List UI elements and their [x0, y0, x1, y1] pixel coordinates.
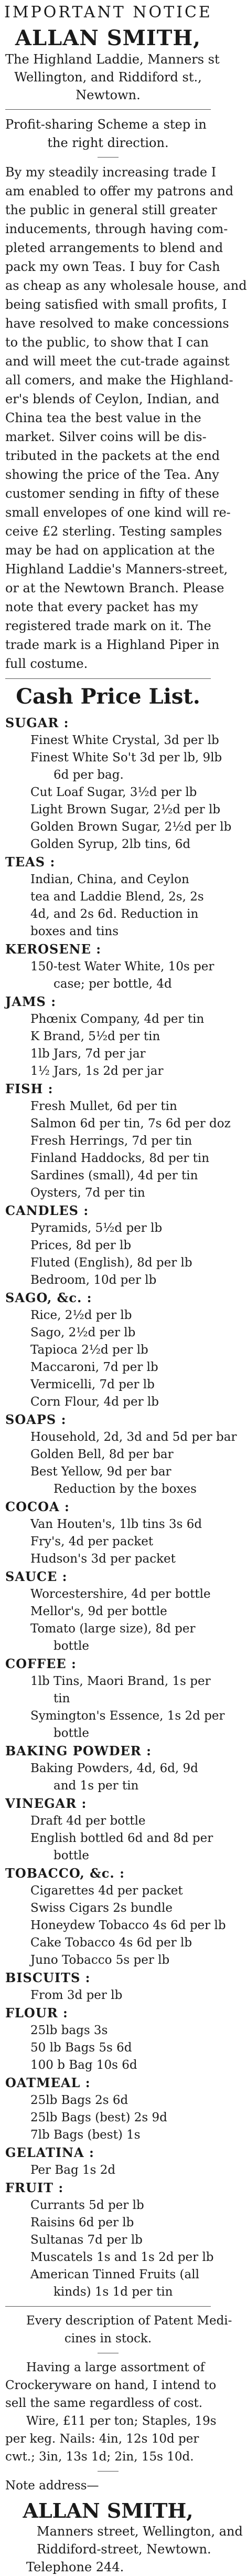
- price-item: Salmon 6d per tin, 7s 6d per doz: [30, 1117, 231, 1130]
- short-divider: [98, 157, 119, 158]
- section-heading: FISH :: [5, 1081, 53, 1096]
- intro-line: pack my own Teas. I buy for Cash: [5, 259, 220, 274]
- slogan-line: the right direction.: [47, 135, 169, 150]
- intro-line: showing the price of the Tea. Any: [5, 467, 219, 482]
- price-item: Maccaroni, 7d per lb: [30, 1360, 158, 1374]
- price-item: Cigarettes 4d per packet: [30, 1884, 183, 1898]
- price-item: Sago, 2½d per lb: [30, 1326, 136, 1339]
- price-item: Van Houten's, 1lb tins 3s 6d: [30, 1517, 202, 1531]
- section-heading: COFFEE :: [5, 1656, 77, 1671]
- section-heading: TOBACCO, &c. :: [5, 1866, 125, 1881]
- price-section: [5, 1795, 211, 1865]
- price-item: 1½ Jars, 1s 2d per jar: [30, 1064, 164, 1078]
- price-item: 150-test Water White, 10s per: [30, 960, 214, 973]
- price-item: Draft 4d per bottle: [30, 1814, 146, 1828]
- price-item: Fresh Mullet, 6d per tin: [30, 1099, 177, 1113]
- price-item: bottle: [53, 1726, 90, 1740]
- price-item: Golden Syrup, 2lb tins, 6d: [30, 837, 191, 851]
- section-heading: SOAPS :: [5, 1412, 67, 1427]
- intro-line: pleted arrangements to blend and: [5, 240, 223, 255]
- price-section: [5, 2144, 211, 2179]
- subtitle-line: Wellington, and Riddiford st.,: [14, 70, 202, 85]
- intro-line: inducements, through having com-: [5, 222, 228, 236]
- price-item: tin: [53, 1692, 70, 1705]
- price-section: [5, 1080, 231, 1202]
- advertisement-column: [4, 0, 247, 2574]
- subtitle-line: The Highland Laddie, Manners st: [5, 52, 220, 67]
- price-section: [5, 1568, 211, 1655]
- price-item: Finest White Crystal, 3d per lb: [30, 734, 219, 747]
- price-item: case; per bottle, 4d: [53, 977, 172, 991]
- divider: [5, 2306, 211, 2307]
- price-section: [5, 1655, 225, 1742]
- price-item: Baking Powders, 4d, 6d, 9d: [30, 1762, 198, 1775]
- price-item: kinds) 1s 1d per tin: [53, 2285, 173, 2299]
- address-line: Manners street, Wellington, and: [37, 2524, 243, 2539]
- intro-line: and will meet the cut-trade against: [5, 354, 230, 369]
- section-heading: FLOUR :: [5, 2005, 68, 2020]
- intro-line: have resolved to make concessions: [5, 316, 229, 331]
- price-item: Tomato (large size), 8d per: [30, 1622, 196, 1636]
- intro-line: customer sending in fifty of these: [5, 486, 220, 501]
- section-heading: CANDLES :: [5, 1203, 89, 1218]
- price-item: Golden Brown Sugar, 2½d per lb: [30, 820, 232, 834]
- price-item: boxes and tins: [30, 925, 119, 938]
- price-item: Per Bag 1s 2d: [30, 2163, 116, 2177]
- price-item: Indian, China, and Ceylon: [30, 873, 189, 886]
- price-item: Fresh Herrings, 7d per tin: [30, 1134, 192, 1148]
- firm-name: ALLAN SMITH,: [15, 26, 201, 50]
- crockery-line: Crockeryware on hand, I intend to: [5, 2379, 217, 2392]
- price-list: [5, 714, 237, 2301]
- intro-line: all comers, and make the Highland-: [5, 373, 233, 388]
- price-item: Worcestershire, 4d per bottle: [30, 1587, 211, 1601]
- price-item: Tapioca 2½d per lb: [30, 1343, 148, 1357]
- price-item: 7lb Bags (best) 1s: [30, 2128, 141, 2142]
- important-notice-heading: IMPORTANT NOTICE: [4, 3, 212, 22]
- crockery-line: Having a large assortment of: [26, 2361, 205, 2374]
- address-line: Riddiford-street, Newtown.: [37, 2542, 211, 2557]
- slogan-block: [5, 115, 211, 152]
- price-item: Hudson's 3d per packet: [30, 1552, 176, 1566]
- intro-line: trade mark is a Highland Piper in: [5, 637, 220, 652]
- section-heading: SUGAR :: [5, 715, 69, 730]
- crockery-line: Wire, £11 per ton; Staples, 19s: [26, 2414, 217, 2428]
- intro-line: Highland Laddie's Manners-street,: [5, 562, 228, 577]
- intro-line: as cheap as any wholesale house, and: [5, 278, 247, 293]
- price-item: Household, 2d, 3d and 5d per bar: [30, 1430, 237, 1444]
- price-item: 25lb Bags 2s 6d: [30, 2093, 128, 2107]
- intro-paragraph: [5, 163, 247, 673]
- price-item: 1lb Jars, 7d per jar: [30, 1047, 146, 1061]
- price-item: Light Brown Sugar, 2½d per lb: [30, 803, 221, 816]
- price-item: Muscatels 1s and 1s 2d per lb: [30, 2250, 214, 2264]
- price-item: Currants 5d per lb: [30, 2198, 144, 2212]
- price-item: bottle: [53, 1639, 90, 1653]
- price-section: [5, 1289, 211, 1411]
- price-item: and 1s per tin: [53, 1779, 139, 1793]
- section-heading: SAGO, &c. :: [5, 1290, 92, 1305]
- medicines-line: cines in stock.: [64, 2332, 152, 2345]
- intro-line: er's blends of Ceylon, Indian, and: [5, 392, 220, 406]
- subtitle-line: Newtown.: [76, 88, 141, 102]
- section-heading: COCOA :: [5, 1499, 70, 1514]
- telephone-line: Telephone 244.: [26, 2560, 124, 2574]
- price-item: Bedroom, 10d per lb: [30, 1273, 157, 1287]
- section-heading: JAMS :: [5, 994, 57, 1009]
- price-section: [5, 1742, 211, 1795]
- price-item: American Tinned Fruits (all: [30, 2268, 199, 2281]
- intro-line: to the public, to show that I can: [5, 335, 209, 350]
- price-item: Finland Haddocks, 8d per tin: [30, 1151, 210, 1165]
- price-item: Rice, 2½d per lb: [30, 1308, 132, 1322]
- intro-line: ceive £2 sterling. Testing samples: [5, 524, 222, 539]
- medicines-line: Every description of Patent Medi-: [26, 2314, 232, 2328]
- section-heading: FRUIT :: [5, 2180, 64, 2195]
- intro-line: note that every packet has my: [5, 600, 198, 614]
- price-item: Best Yellow, 9d per bar: [30, 1465, 171, 1479]
- price-item: Honeydew Tobacco 4s 6d per lb: [30, 1919, 226, 1932]
- price-item: 1lb Tins, Maori Brand, 1s per: [30, 1674, 211, 1688]
- price-item: Raisins 6d per lb: [30, 2216, 134, 2229]
- section-heading: OATMEAL :: [5, 2075, 91, 2090]
- price-section: [5, 2004, 211, 2074]
- section-heading: BISCUITS :: [5, 1970, 91, 1985]
- price-item: Juno Tobacco 5s per lb: [30, 1953, 170, 1967]
- crockery-line: per keg. Nails: 4in, 12s 10d per: [5, 2432, 199, 2446]
- intro-line: may be had on application at the: [5, 543, 215, 558]
- price-item: Prices, 8d per lb: [30, 1239, 132, 1252]
- intro-line: market. Silver coins will be dis-: [5, 430, 207, 444]
- price-item: Vermicelli, 7d per lb: [30, 1378, 155, 1391]
- crockery-paragraph: [5, 2359, 217, 2466]
- price-item: English bottled 6d and 8d per: [30, 1831, 213, 1845]
- price-section: [5, 1498, 211, 1568]
- section-heading: SAUCE :: [5, 1569, 68, 1584]
- note-address-label: Note address—: [5, 2479, 99, 2493]
- price-item: From 3d per lb: [30, 1988, 123, 2002]
- divider: [5, 109, 211, 110]
- intro-line: tributed in the packets at the end: [5, 448, 220, 463]
- price-item: Mellor's, 9d per bottle: [30, 1605, 167, 1618]
- price-item: Sardines (small), 4d per tin: [30, 1169, 198, 1182]
- price-item: Reduction by the boxes: [53, 1482, 197, 1496]
- price-item: 100 b Bag 10s 6d: [30, 2058, 137, 2072]
- subtitle-block: [5, 50, 220, 104]
- crockery-line: sell the same regardless of cost.: [5, 2396, 203, 2410]
- price-section: [5, 993, 211, 1080]
- price-item: Sultanas 7d per lb: [30, 2233, 143, 2247]
- intro-line: small envelopes of one kind will re-: [5, 505, 231, 520]
- price-item: Cake Tobacco 4s 6d per lb: [30, 1936, 192, 1950]
- price-section: [5, 1411, 237, 1498]
- price-item: 50 lb Bags 5s 6d: [30, 2041, 132, 2055]
- price-item: Phœnix Company, 4d per tin: [30, 1012, 205, 1026]
- price-section: [5, 940, 214, 993]
- price-item: Finest White So't 3d per lb, 9lb: [30, 751, 222, 765]
- price-item: Swiss Cigars 2s bundle: [30, 1901, 173, 1915]
- price-item: tea and Laddie Blend, 2s, 2s: [30, 890, 204, 904]
- price-section: [5, 2179, 214, 2301]
- price-item: 4d, and 2s 6d. Reduction in: [30, 907, 199, 921]
- price-section: [5, 1865, 226, 1969]
- intro-line: registered trade mark on it. The: [5, 619, 211, 633]
- price-item: Cut Loaf Sugar, 3½d per lb: [30, 786, 197, 799]
- price-item: Pyramids, 5½d per lb: [30, 1221, 163, 1235]
- short-divider: [98, 2471, 119, 2472]
- price-item: bottle: [53, 1849, 90, 1862]
- section-heading: VINEGAR :: [5, 1796, 87, 1811]
- price-item: Corn Flour, 4d per lb: [30, 1395, 159, 1409]
- footer-firm-name: ALLAN SMITH,: [23, 2499, 194, 2522]
- price-item: 25lb Bags (best) 2s 9d: [30, 2111, 167, 2124]
- price-item: K Brand, 5½d per tin: [30, 1030, 160, 1043]
- price-section: [5, 1202, 211, 1289]
- slogan-line: Profit-sharing Scheme a step in: [5, 117, 207, 132]
- section-heading: TEAS :: [5, 854, 56, 870]
- price-item: Golden Bell, 8d per bar: [30, 1448, 174, 1461]
- medicines-note: [5, 2312, 232, 2348]
- price-item: Symington's Essence, 1s 2d per: [30, 1709, 225, 1723]
- intro-line: am enabled to offer my patrons and: [5, 184, 234, 198]
- intro-line: full costume.: [5, 656, 88, 671]
- price-item: Fry's, 4d per packet: [30, 1535, 154, 1548]
- intro-line: China tea the best value in the: [5, 411, 201, 425]
- intro-line: or at the Newtown Branch. Please: [5, 581, 224, 595]
- section-heading: BAKING POWDER :: [5, 1743, 152, 1758]
- intro-line: being satisfied with small profits, I: [5, 297, 227, 312]
- price-section: [5, 853, 211, 940]
- price-item: Oysters, 7d per tin: [30, 1186, 145, 1200]
- price-item: Fluted (English), 8d per lb: [30, 1256, 192, 1270]
- crockery-line: cwt.; 3in, 13s 1d; 2in, 15s 10d.: [5, 2450, 194, 2464]
- price-section: [5, 714, 232, 853]
- divider: [5, 678, 211, 679]
- price-section: [5, 2074, 211, 2144]
- section-heading: GELATINA :: [5, 2145, 94, 2160]
- section-heading: KEROSENE :: [5, 941, 102, 957]
- intro-line: the public in general still greater: [5, 203, 217, 217]
- price-section: [5, 1969, 211, 2004]
- price-item: 6d per bag.: [53, 768, 124, 782]
- price-item: 25lb bags 3s: [30, 2024, 108, 2037]
- price-list-title: Cash Price List.: [16, 684, 200, 709]
- intro-line: By my steadily increasing trade I: [5, 165, 217, 180]
